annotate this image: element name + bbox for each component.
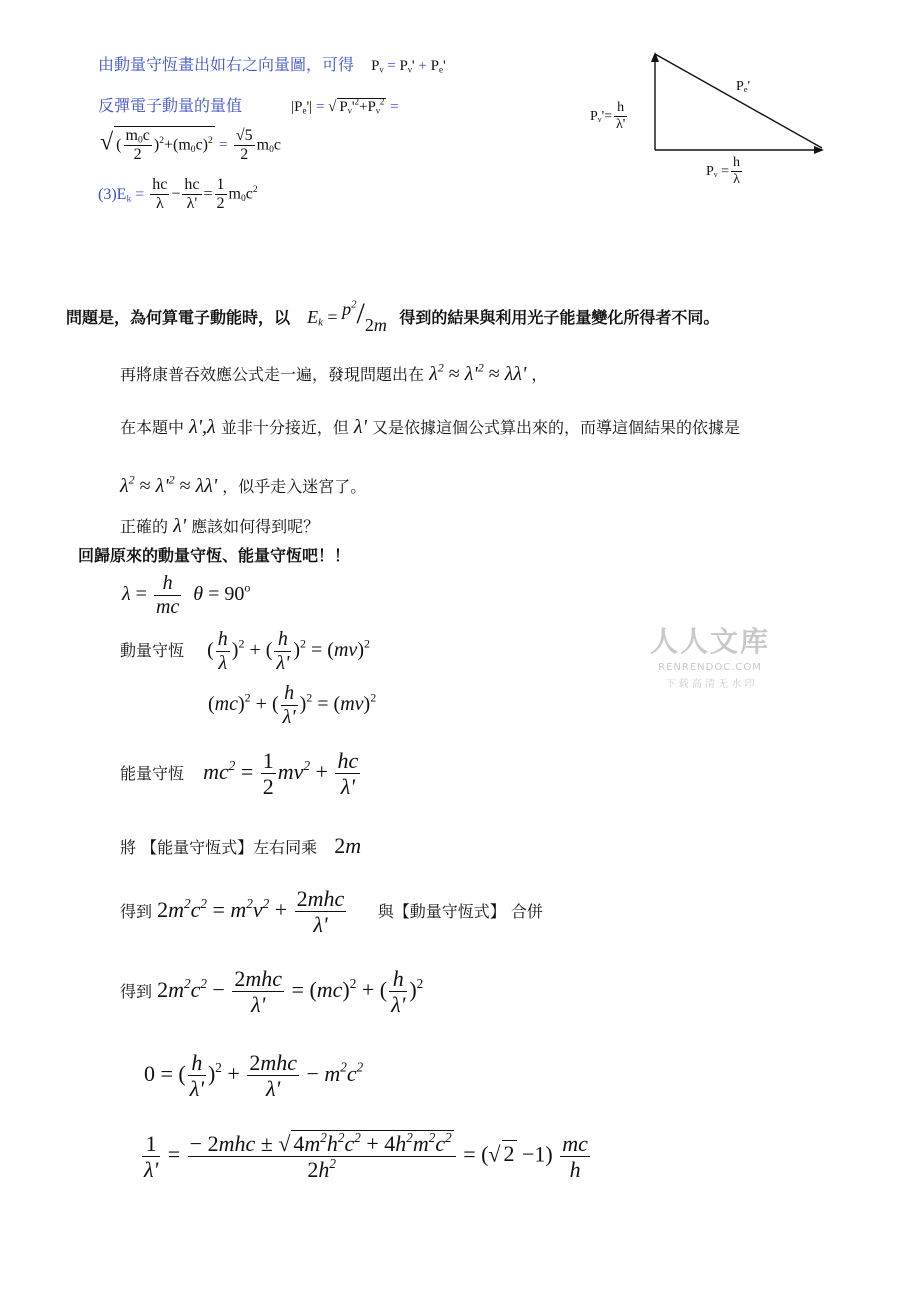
para4-suffix: 應該如何得到呢？	[191, 517, 320, 536]
eq6: $2m^2c^2$ − $\frac{\text{2mhc}}{\lambda'}$ = (mc)$^2$ + ( $\frac{h}{\lambda'}$ )$^2$	[157, 966, 424, 1018]
watermark-domain: RENRENDOC.COM	[658, 662, 762, 673]
eq2: (mc)$^2$ + ( $\frac{h}{\lambda'}$ )$^2$ = (mv)$^2$	[208, 682, 377, 728]
question-prefix: 問題是，為何算電子動能時，以	[66, 308, 291, 327]
vert-label: $P_\nu'=$ $\frac{h}{\lambda'}$	[590, 100, 626, 133]
hyp-label: $P_e'$	[736, 79, 751, 95]
horiz-label: $P_\nu$ = $\frac{h}{\lambda}$	[706, 155, 740, 188]
get2-label: 得到	[120, 981, 153, 1001]
question-suffix: 得到的結果與利用光子能量變化所得者不同。	[399, 308, 720, 327]
watermark-title: 人人文库	[649, 625, 770, 658]
para2-c: 又是依據這個公式算出來的，而導這個結果的依據是	[371, 418, 740, 437]
multiply-label: 將 【能量守恆式】左右同乘	[120, 838, 318, 857]
vertical-arrowhead	[651, 52, 659, 62]
line1	[98, 52, 446, 75]
para3-suffix: ，似乎走入迷宮了。	[222, 477, 367, 496]
para4: 正確的 λ' 應該如何得到呢？	[120, 515, 320, 537]
eq6-row	[120, 966, 423, 1018]
get1-label: 得到	[120, 901, 153, 921]
line1-text: 由動量守恆畫出如右之向量圖，可得	[98, 55, 355, 74]
eq7: 0 = ( $\frac{h}{\lambda'}$ )$^2$ + $\frac{\text{2mhc}}{\lambda'}$ − $m^2c^2$	[144, 1050, 364, 1102]
para2-a: 在本題中	[120, 418, 185, 437]
line3-formula: √ ( $\frac{m_0c}{2}$ )$^2+(m_0c)^2$ = $\frac{√5}{2}$ $m_0c$	[100, 127, 281, 164]
para1-prefix: 再將康普吞效應公式走一遍，發現問題出在	[120, 365, 425, 384]
horizontal-arrowhead	[814, 146, 824, 154]
para2-b: 並非十分接近，但	[220, 418, 349, 437]
eq3: $mc^2$ = $\frac{1}{2}$ $mv^2$ + $\frac{hc}{\lambda'}$	[203, 748, 359, 800]
para1: 再將康普吞效應公式走一遍，發現問題出在 $\lambda^2 \approx \lambda'^2 \approx \lambda\lambda'$ ，	[120, 360, 548, 385]
eq0: λ = $\frac{h}{mc}$ $\theta = 90^o$	[122, 572, 251, 618]
para1-suffix: ，	[531, 365, 548, 384]
para4-prefix: 正確的	[120, 517, 169, 536]
watermark-slogan: 下 载 高 清 无 水 印	[665, 679, 755, 690]
line2-text: 反彈電子動量的量值	[98, 96, 243, 115]
question-formula: $E_k = p^2/2m$	[307, 297, 387, 335]
line2	[98, 93, 399, 116]
line4-formula: $(3)E_k$ = $\frac{hc}{\lambda}$ − $\frac{hc}{\lambda'}$ = $\frac{1}{2}$ $m_0c^2$	[98, 176, 258, 213]
eq5-row	[120, 886, 543, 938]
momentum-label: 動量守恆	[120, 641, 185, 661]
eq8: $\frac{1}{\lambda'}$ = $\frac{- 2mhc \pm √ 4m^2h^2c^2 + 4h^2m^2c^2}{2h^2}$ = (√ 2 −1) $\frac{mc}{h}$	[144, 1129, 588, 1183]
energy-label: 能量守恆	[120, 763, 185, 783]
combine-label: 與【動量守恆式】 合併	[377, 901, 543, 921]
eq5: $2m^2c^2 = m^2v^2$ + $\frac{\text{2mhc}}{\lambda'}$	[157, 886, 345, 938]
eq1-row	[120, 628, 370, 675]
eq1: ( $\frac{h}{\lambda}$ )$^2$ + ( $\frac{h}{\lambda'}$ )$^2$ = (mv)$^2$	[207, 628, 370, 674]
eq3-row	[120, 748, 362, 800]
hypotenuse-vector	[655, 54, 822, 148]
para2: 在本題中 λ',λ 並非十分接近，但 λ' 又是依據這個公式算出來的，而導這個結果的依據是	[120, 416, 740, 438]
question-line	[66, 297, 720, 335]
line1-formula: $P_\nu = P_\nu' + P_e'$	[371, 58, 446, 75]
watermark	[648, 620, 772, 690]
heading: 回歸原來的動量守恆、能量守恆吧！！	[78, 546, 351, 565]
line2-formula: $|P_e'|$ = √ $P_\nu'^2+P_\nu^2$ =	[291, 96, 399, 116]
para3: $\lambda^2 \approx \lambda'^2 \approx \lambda\lambda'$ ，似乎走入迷宮了。	[120, 472, 367, 497]
eq4-row: 將 【能量守恆式】左右同乘 2m	[120, 833, 362, 858]
